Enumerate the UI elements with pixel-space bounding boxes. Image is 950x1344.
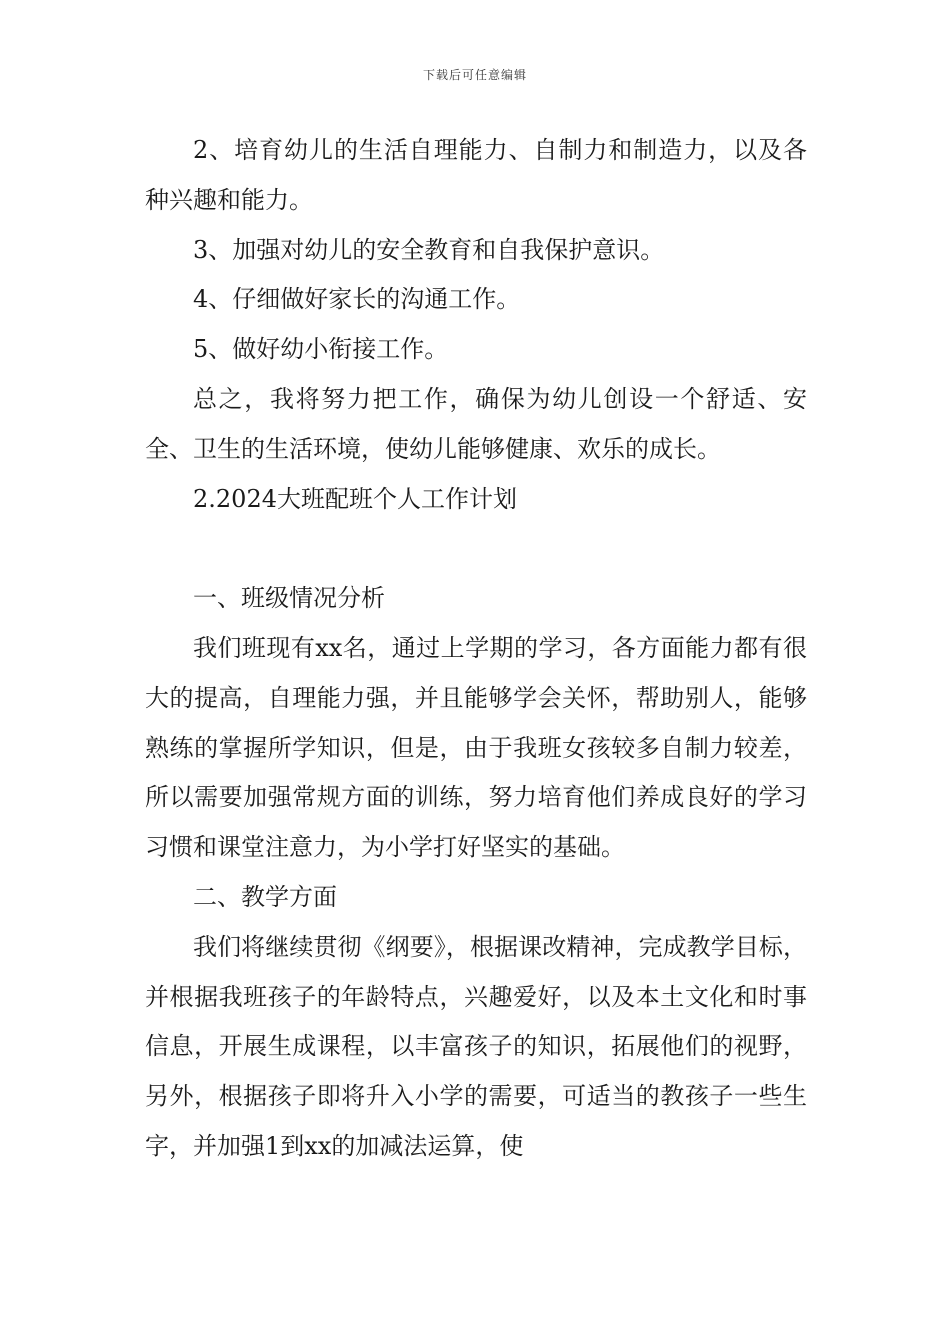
blank-line [145,524,807,574]
summary-paragraph: 总之，我将努力把工作，确保为幼儿创设一个舒适、安全、卫生的生活环境，使幼儿能够健康、欢乐的成长。 [145,384,807,463]
heading-class-analysis: 一、班级情况分析 [193,584,385,613]
list-item-3: 3、加强对幼儿的安全教育和自我保护意识。 [193,235,665,264]
section-title: 2.2024大班配班个人工作计划 [193,484,517,513]
list-item-5: 5、做好幼小衔接工作。 [193,335,449,364]
list-item-4: 4、仔细做好家长的沟通工作。 [193,285,521,314]
heading-teaching: 二、教学方面 [193,882,337,911]
header-note: 下载后可任意编辑 [422,68,527,82]
teaching-paragraph: 我们将继续贯彻《纲要》，根据课改精神，完成教学目标，并根据我班孩子的年龄特点，兴趣爱好，以及本土文化和时事信息，开展生成课程，以丰富孩子的知识，拓展他们的视野，另外，根据孩子即将升入小学的需要，可适当的教孩子一些生字，并加强1到xx的加减法运算，使 [145,932,807,1160]
list-item-2: 2、培育幼儿的生活自理能力、自制力和制造力，以及各种兴趣和能力。 [145,136,807,214]
class-analysis-paragraph: 我们班现有xx名，通过上学期的学习，各方面能力都有很大的提高，自理能力强，并且能够学会关怀，帮助别人，能够熟练的掌握所学知识，但是，由于我班女孩较多自制力较差，所以需要加强常规方面的训练，努力培育他们养成良好的学习习惯和课堂注意力，为小学打好坚实的基础。 [145,633,807,862]
document-body [145,126,807,1172]
